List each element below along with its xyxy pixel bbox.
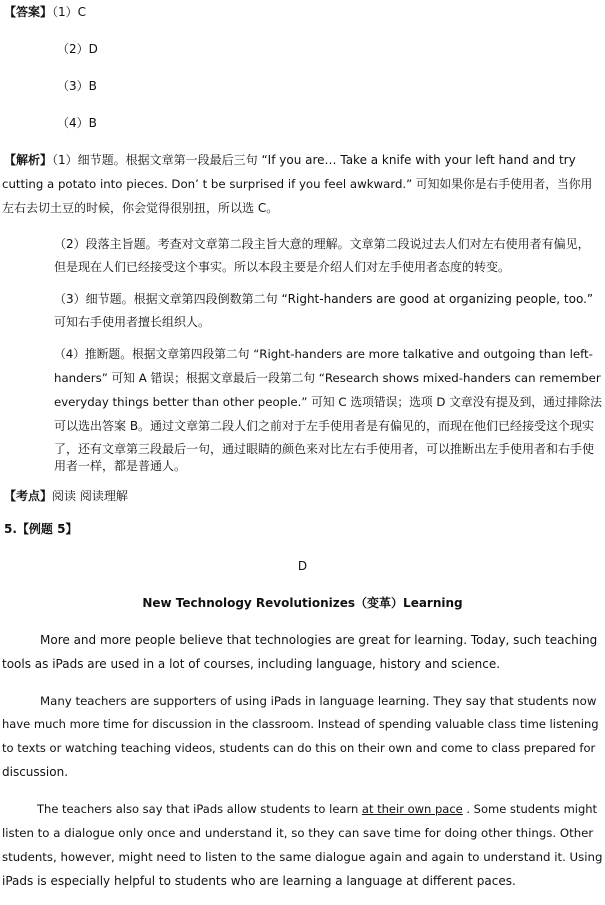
analysis-line: 但是现在人们已经接受这个事实。所以本段主要是介绍人们对左手使用者态度的转变。 xyxy=(54,260,511,274)
keypoint-section xyxy=(4,488,128,504)
answer-section xyxy=(4,4,86,20)
analysis-line: 了，还有文章第三段最后一句，通过眼睛的颜色来对比左右手使用者，可以推断出左手使用者和右手使 xyxy=(54,442,595,456)
passage-line: iPads is especially helpful to students who are learning a language at different paces. xyxy=(2,874,516,888)
example-number: 5. xyxy=(4,522,17,536)
passage-line: More and more people believe that technologies are great for learning. Today, such teaching xyxy=(40,633,598,647)
analysis-line: 用者一样，都是普通人。 xyxy=(54,459,187,473)
analysis-line: （3）细节题。根据文章第四段倒数第二句 “Right-handers are good at organizing people, too.” xyxy=(54,292,594,306)
passage-line: students, however, might need to listen to the same dialogue again and again to understand it. Using xyxy=(2,850,603,864)
passage-line: listen to a dialogue only once and understand it, so they can save time for doing other things. Other xyxy=(2,826,594,840)
example-label: 【例题 5】 xyxy=(16,522,78,536)
answer-item: （4）B xyxy=(57,116,97,130)
analysis-label: 【解析】 xyxy=(4,153,53,167)
analysis-line: （2）段落主旨题。考查对文章第二段主旨大意的理解。文章第二段说过去人们对左右使用者有偏见， xyxy=(54,237,590,251)
answer-item: （1）C xyxy=(52,5,87,19)
keypoint-label: 【考点】 xyxy=(4,489,53,503)
analysis-line: handers” 可知 A 错误；根据文章最后一段第二句 “Research shows mixed-handers can remember xyxy=(54,371,601,385)
analysis-line: 可知右手使用者擅长组织人。 xyxy=(54,315,211,329)
answer-item: （2）D xyxy=(57,42,98,56)
passage-title: New Technology Revolutionizes（变革）Learning xyxy=(142,596,463,610)
passage-line: discussion. xyxy=(2,765,69,779)
analysis-line: （4）推断题。根据文章第四段第二句 “Right-handers are more talkative and outgoing than left- xyxy=(54,347,593,361)
underlined-phrase: at their own pace xyxy=(361,802,463,816)
passage-line: The teachers also say that iPads allow students to learn at their own pace . Some students might xyxy=(37,802,598,816)
passage-line: to texts or watching teaching videos, students can do this on their own and come to class prepared for xyxy=(2,741,596,755)
passage-line: tools as iPads are used in a lot of courses, including language, history and science. xyxy=(2,657,501,671)
passage-line: Many teachers are supporters of using iPads in language learning. They say that students now xyxy=(40,694,597,708)
analysis-line: cutting a potato into pieces. Don’ t be surprised if you feel awkward.” 可知如果你是右手使用者，当你用 xyxy=(2,177,593,191)
passage-letter: D xyxy=(297,559,308,573)
analysis-line: 可以选出答案 B。通过文章第二段人们之前对于左手使用者是有偏见的，而现在他们已经接受这个现实 xyxy=(54,419,595,433)
answer-label: 【答案】 xyxy=(4,5,53,19)
example-heading xyxy=(4,521,77,537)
analysis-line: 左右去切土豆的时候，你会觉得很别扭，所以选 C。 xyxy=(2,201,279,215)
answer-item: （3）B xyxy=(57,79,97,93)
passage-line: have much more time for discussion in the classroom. Instead of spending valuable class time listening xyxy=(2,717,599,731)
analysis-line: everyday things better than other people.” 可知 C 选项错误；选项 D 文章没有提及到，通过排除法 xyxy=(54,395,602,409)
keypoint-text: 阅读 阅读理解 xyxy=(52,489,128,503)
analysis-line: 【解析】（1）细节题。根据文章第一段最后三句 “If you are… Take a knife with your left hand and try xyxy=(4,153,576,167)
